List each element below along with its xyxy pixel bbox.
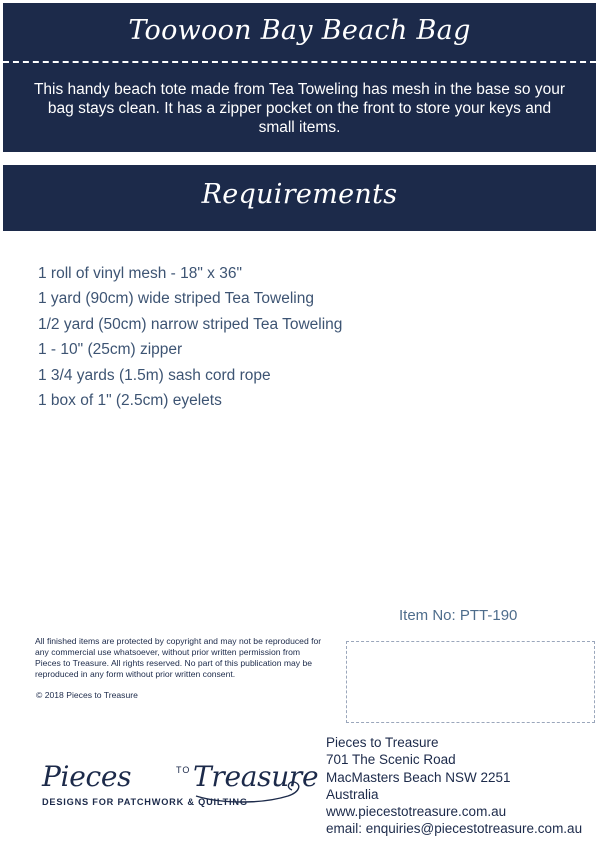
website-link[interactable]: www.piecestotreasure.com.au: [326, 804, 507, 820]
logo-tagline: DESIGNS FOR PATCHWORK & QUILTING: [42, 797, 248, 807]
logo-word-treasure: Treasure: [193, 760, 319, 793]
requirements-banner: [3, 165, 596, 231]
dashed-divider: [3, 61, 596, 63]
intro-text: This handy beach tote made from Tea Toweling has mesh in the base so your bag stays clean. It has a zipper pocket on the front to store your keys and small items.: [33, 81, 566, 136]
country: Australia: [326, 786, 379, 802]
item-number: Item No: PTT-190: [399, 607, 518, 624]
requirement-item: 1 yard (90cm) wide striped Tea Toweling: [38, 290, 314, 308]
header-banner: [3, 3, 596, 152]
logo-word-pieces: Pieces: [42, 760, 132, 793]
copyright-year: © 2018 Pieces to Treasure: [36, 690, 138, 700]
label-box: [346, 641, 595, 723]
copyright-notice: All finished items are protected by copyright and may not be reproduced for any commercial use whatsoever, without prior written permission from Pieces to Treasure. All rights reserved. No part of this publication may be reproduced in any form without prior written consent.: [35, 636, 322, 679]
requirements-heading: Requirements: [201, 179, 398, 210]
requirement-item: 1 box of 1" (2.5cm) eyelets: [38, 391, 222, 409]
logo-swirl-icon: [192, 774, 304, 814]
brand-logo: [42, 760, 319, 820]
requirement-item: 1/2 yard (50cm) narrow striped Tea Toweling: [38, 315, 343, 333]
pattern-title: Toowoon Bay Beach Bag: [128, 15, 471, 46]
contact-block: [326, 734, 582, 838]
city-address: MacMasters Beach NSW 2251: [326, 769, 511, 785]
requirement-item: 1 3/4 yards (1.5m) sash cord rope: [38, 366, 271, 384]
requirements-list: [38, 264, 342, 416]
requirement-item: 1 - 10" (25cm) zipper: [38, 341, 183, 359]
requirement-item: 1 roll of vinyl mesh - 18" x 36": [38, 265, 242, 282]
street-address: 701 The Scenic Road: [326, 752, 456, 768]
email-link[interactable]: email: enquiries@piecestotreasure.com.au: [326, 821, 583, 837]
company-name: Pieces to Treasure: [326, 735, 439, 750]
logo-word-to: TO: [176, 765, 191, 775]
